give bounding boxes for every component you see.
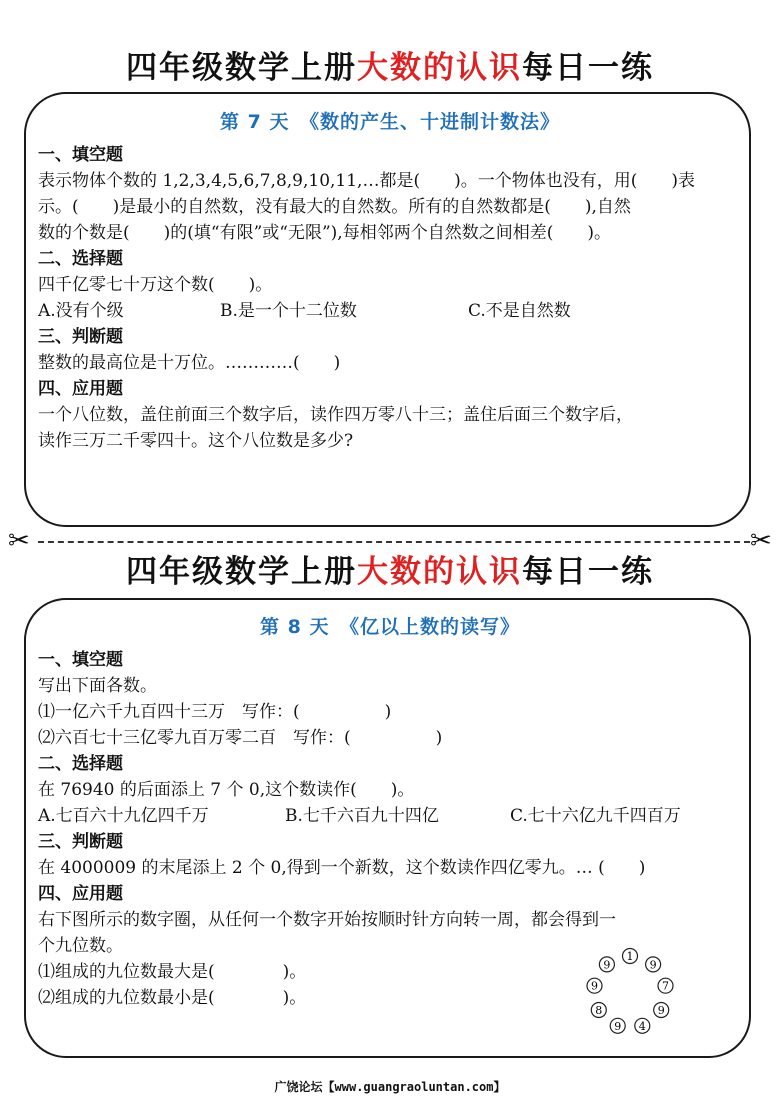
question-line: ⑵六百七十三亿零九百万零二百 写作：( ) <box>38 728 443 748</box>
question-line: 在 76940 的后面添上 7 个 0,这个数读作( )。 <box>38 780 415 800</box>
question-line: 个九位数。 <box>38 936 123 956</box>
question-line: 一个八位数，盖住前面三个数字后，读作四万零八十三；盖住后面三个数字后， <box>38 405 633 425</box>
section-choice-heading: 二、选择题 <box>38 754 123 774</box>
choice-option-c: C.七十六亿九千四百万 <box>510 806 681 826</box>
day-7-card <box>24 92 751 527</box>
digit-circle-figure <box>580 947 680 1037</box>
question-line: ⑴一亿六千九百四十三万 写作：( ) <box>38 702 392 722</box>
question-line: 数的个数是( )的(填“有限”或“无限”),每相邻两个自然数之间相差( )。 <box>38 223 611 243</box>
question-line: 写出下面各数。 <box>38 676 157 696</box>
question-line: 表示物体个数的 1,2,3,4,5,6,7,8,9,10,11,…都是( )。一个物体也没有，用( )表 <box>38 171 695 191</box>
section-choice-heading: 二、选择题 <box>38 249 123 269</box>
question-line: 整数的最高位是十万位。…………( ) <box>38 353 341 373</box>
section-application-heading: 四、应用题 <box>38 884 123 904</box>
section-fill-blank-heading: 一、填空题 <box>38 145 123 165</box>
digit-label: 1 <box>626 950 634 963</box>
digit-label: 9 <box>614 1019 622 1033</box>
day-7-heading: 第 7 天 《数的产生、十进制计数法》 <box>220 111 560 133</box>
cut-line-divider <box>38 541 750 543</box>
digit-label: 9 <box>591 979 598 993</box>
scissors-icon: ✂ <box>8 526 30 556</box>
worksheet-title <box>0 48 780 88</box>
digit-label: 4 <box>638 1019 646 1033</box>
digit-label: 8 <box>595 1004 603 1017</box>
question-line: 在 4000009 的末尾添上 2 个 0,得到一个新数，这个数读作四亿零九。… ( ) <box>38 858 646 878</box>
scissors-icon: ✂ <box>750 526 772 556</box>
title-prefix: 四年级数学上册 <box>126 50 357 86</box>
choice-option-a: A.七百六十九亿四千万 <box>38 806 209 826</box>
question-line: 示。( )是最小的自然数，没有最大的自然数。所有的自然数都是( ),自然 <box>38 197 631 217</box>
day-8-heading: 第 8 天 《亿以上数的读写》 <box>260 616 520 638</box>
question-line: 右下图所示的数字圈，从任何一个数字开始按顺时针方向转一周，都会得到一 <box>38 910 616 930</box>
title-highlight: 大数的认识 <box>357 50 522 86</box>
footer <box>0 1078 780 1095</box>
section-judge-heading: 三、判断题 <box>38 832 123 852</box>
choice-option-a: A.没有个级 <box>38 301 124 321</box>
question-line: ⑵组成的九位数最小是( )。 <box>38 988 307 1008</box>
section-application-heading: 四、应用题 <box>38 379 123 399</box>
title-suffix: 每日一练 <box>522 50 654 86</box>
digit-label: 9 <box>649 958 657 972</box>
footer-site-name: 广饶论坛 <box>274 1080 323 1094</box>
section-fill-blank-heading: 一、填空题 <box>38 650 123 670</box>
title-suffix: 每日一练 <box>522 554 654 590</box>
question-line: 四千亿零七十万这个数( )。 <box>38 275 273 295</box>
choice-option-b: B.是一个十二位数 <box>220 301 357 321</box>
digit-label: 9 <box>603 958 611 972</box>
choice-option-c: C.不是自然数 <box>468 301 571 321</box>
digit-label: 9 <box>657 1004 665 1017</box>
section-judge-heading: 三、判断题 <box>38 327 123 347</box>
title-prefix: 四年级数学上册 <box>126 554 357 590</box>
footer-url: 【www.guangraoluntan.com】 <box>322 1080 506 1094</box>
question-line: 读作三万二千零四十。这个八位数是多少? <box>38 431 354 451</box>
worksheet-title <box>0 552 780 592</box>
title-highlight: 大数的认识 <box>357 554 522 590</box>
digit-label: 7 <box>662 979 669 993</box>
question-line: ⑴组成的九位数最大是( )。 <box>38 962 307 982</box>
choice-option-b: B.七千六百九十四亿 <box>285 806 439 826</box>
